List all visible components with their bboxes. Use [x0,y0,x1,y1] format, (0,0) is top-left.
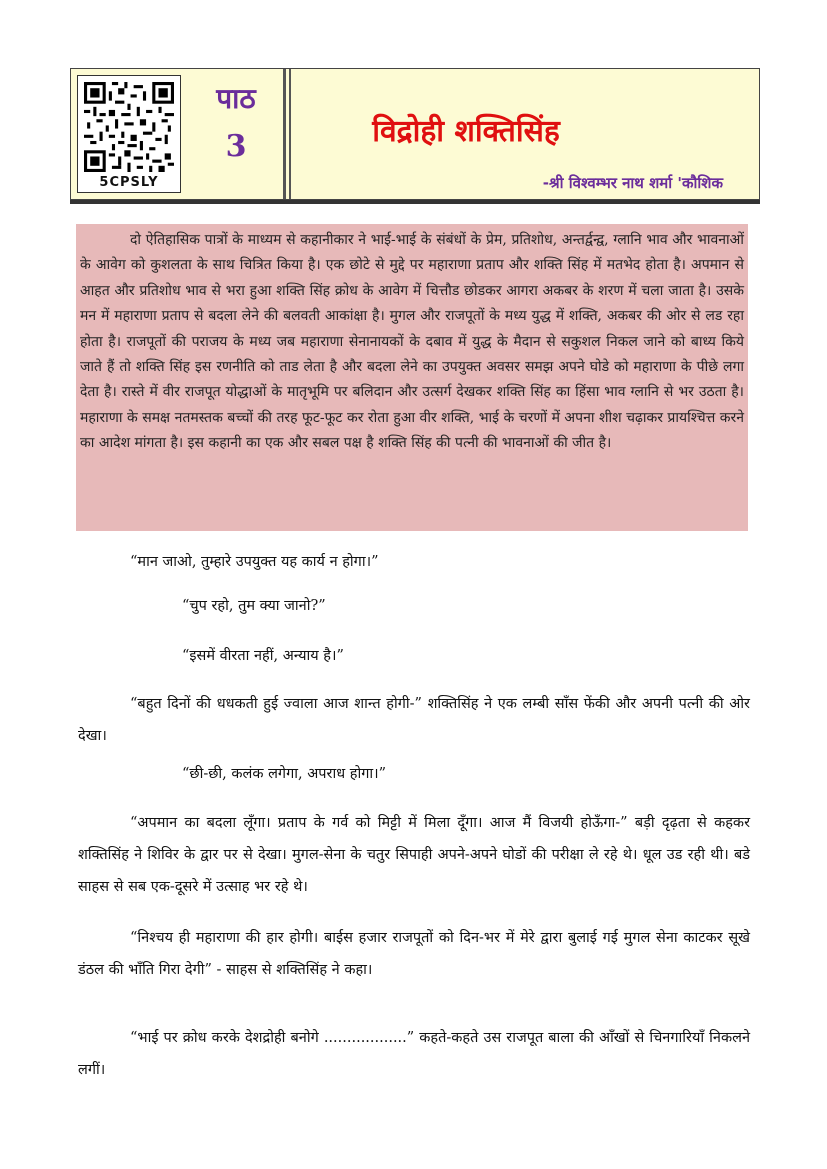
dialogue-paragraph: “इसमें वीरता नहीं, अन्याय है।” [182,648,344,664]
body-paragraph: “भाई पर क्रोध करके देशद्रोही बनोगे ..................” कहते-कहते उस राजपूत बाला की आँखों से चिनगारियाँ निकलने लगीं। [78,1030,750,1078]
dialogue-paragraph: “मान जाओ, तुम्हारे उपयुक्त यह कार्य न होगा।” [130,554,379,570]
header-divider [289,69,291,199]
lesson-number: 3 [225,129,247,164]
lesson-header [70,68,760,200]
qr-code-label: 5CPSLY [99,175,159,190]
header-rule [70,200,760,204]
summary-box: दो ऐतिहासिक पात्रों के माध्यम से कहानीकार ने भाई-भाई के संबंधों के प्रेम, प्रतिशोध, अन्तर्द्वन्द्व, ग्लानि भाव और भावनाओं के आवेग को कुशलता के साथ चित्रित किया है। एक छोटे से मुद्दे पर महाराणा प्रताप और शक्ति सिंह में मतभेद होता है। अपमान से आहत और प्रतिशोध भाव से भरा हुआ शक्ति सिंह क्रोध के आवेग में चित्तौड छोडकर आगरा अकबर के शरण में चला जाता है। उसके मन में महाराणा प्रताप से बदला लेने की बलवती आकांक्षा है। मुगल और राजपूतों के मध्य युद्ध में शक्ति, अकबर की ओर से लड रहा होता है। राजपूतों की पराजय के मध्य जब महाराणा सेनानायकों के दबाव में युद्ध के मैदान से सकुशल निकल जाने को बाध्य किये जाते हैं तो शक्ति सिंह इस रणनीति को ताड लेता है और बदला लेने का उपयुक्त अवसर समझ अपने घोडे को महाराणा के पीछे लगा देता है। रास्ते में वीर राजपूत योद्धाओं के मातृभूमि पर बलिदान और उत्सर्ग देखकर शक्ति सिंह का हिंसा भाव ग्लानि से भर उठता है। महाराणा के समक्ष नतमस्तक बच्चों की तरह फूट-फूट कर रोता हुआ वीर शक्ति, भाई के चरणों में अपना शीश चढ़ाकर प्रायश्चित्त करने का आदेश मांगता है। इस कहानी का एक और सबल पक्ष है शक्ति सिंह की पत्नी की भावनाओं की जीत है। [76,224,748,531]
qr-code-icon [84,82,174,172]
lesson-label: पाठ [216,82,256,115]
lesson-title: विद्रोही शक्तिसिंह [372,114,560,149]
dialogue-paragraph: “छी-छी, कलंक लगेगा, अपराध होगा।” [182,766,387,782]
body-paragraph: “बहुत दिनों की धधकती हुई ज्वाला आज शान्त होगी-” शक्तिसिंह ने एक लम्बी साँस फेंकी और अपनी पत्नी की ओर देखा। [78,696,750,744]
author-line: -श्री विश्वम्भर नाथ शर्मा 'कौशिक [542,174,723,192]
body-paragraph: “अपमान का बदला लूँगा। प्रताप के गर्व को मिट्टी में मिला दूँगा। आज मैं विजयी होऊँगा-” बड़ी दृढ़ता से कहकर शक्तिसिंह ने शिविर के द्वार पर से देखा। मुगल-सेना के चतुर सिपाही अपने-अपने घोडों की परीक्षा ले रहे थे। धूल उड रही थी। बडे साहस से सब एक-दूसरे में उत्साह भर रहे थे। [78,815,750,895]
qr-code[interactable] [77,75,181,193]
header-divider [283,69,286,199]
dialogue-paragraph: “चुप रहो, तुम क्या जानो?” [182,598,326,614]
body-paragraph: “निश्चय ही महाराणा की हार होगी। बाईस हजार राजपूतों को दिन-भर में मेरे द्वारा बुलाई गई मुगल सेना काटकर सूखे डंठल की भाँति गिरा देगी” - साहस से शक्तिसिंह ने कहा। [78,930,750,978]
